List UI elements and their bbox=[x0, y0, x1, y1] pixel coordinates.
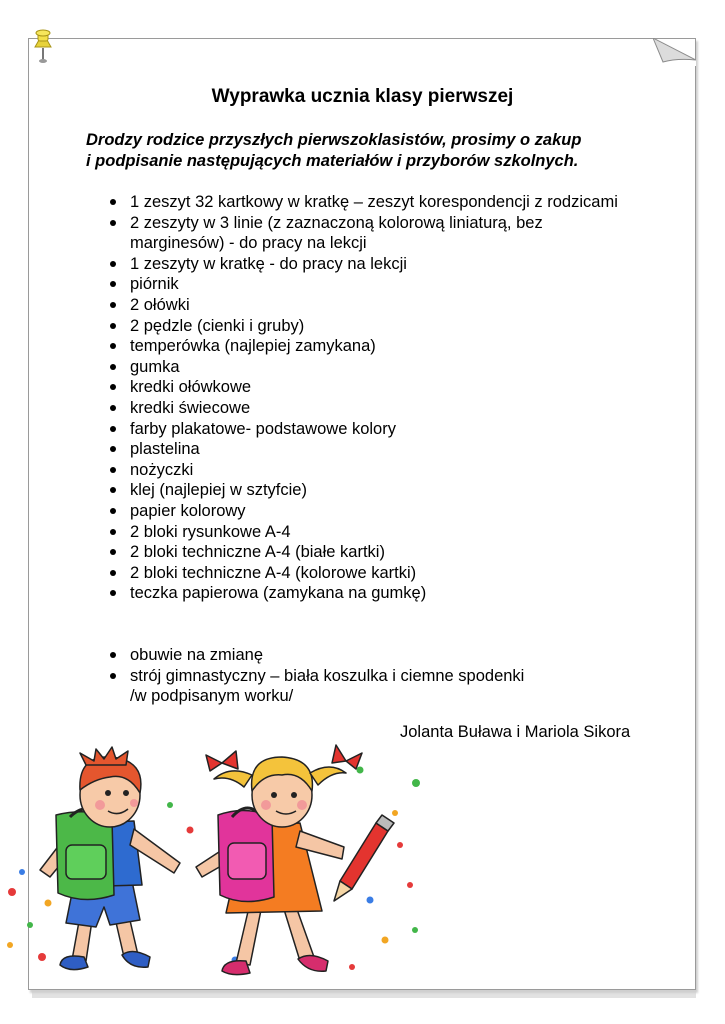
pushpin-icon bbox=[30, 28, 56, 64]
list-item: gumka bbox=[108, 357, 618, 378]
pencil-icon bbox=[334, 815, 394, 901]
list-item: strój gimnastyczny – biała koszulka i ciemne spodenki bbox=[108, 666, 524, 687]
list-item: plastelina bbox=[108, 439, 618, 460]
list-item: obuwie na zmianę bbox=[108, 645, 524, 666]
boy-figure bbox=[40, 747, 180, 970]
list-item-continuation: /w podpisanym worku/ bbox=[130, 687, 294, 706]
page-title: Wyprawka ucznia klasy pierwszej bbox=[211, 86, 514, 107]
extra-items-list bbox=[108, 645, 524, 707]
folded-corner-icon bbox=[653, 38, 696, 66]
list-item: 2 zeszyty w 3 linie (z zaznaczoną kolorową liniaturą, bez bbox=[108, 213, 618, 234]
list-item: kredki ołówkowe bbox=[108, 377, 618, 398]
girl-figure bbox=[196, 745, 394, 975]
signature: Jolanta Buława i Mariola Sikora bbox=[400, 723, 631, 741]
list-item: klej (najlepiej w sztyfcie) bbox=[108, 480, 618, 501]
list-item: 1 zeszyty w kratkę - do pracy na lekcji bbox=[108, 254, 618, 275]
list-item: papier kolorowy bbox=[108, 501, 618, 522]
list-item: kredki świecowe bbox=[108, 398, 618, 419]
list-item: farby plakatowe- podstawowe kolory bbox=[108, 419, 618, 440]
list-item: nożyczki bbox=[108, 460, 618, 481]
list-item-continuation: marginesów) - do pracy na lekcji bbox=[130, 234, 367, 253]
intro-line: i podpisanie następujących materiałów i przyborów szkolnych. bbox=[86, 152, 579, 170]
list-item: temperówka (najlepiej zamykana) bbox=[108, 336, 618, 357]
children-illustration bbox=[0, 735, 440, 990]
intro-text bbox=[86, 130, 646, 172]
list-item: 2 ołówki bbox=[108, 295, 618, 316]
supplies-list bbox=[108, 192, 618, 604]
list-item: 2 bloki techniczne A-4 (kolorowe kartki) bbox=[108, 563, 618, 584]
list-item: 2 bloki rysunkowe A-4 bbox=[108, 522, 618, 543]
list-item: 2 pędzle (cienki i gruby) bbox=[108, 316, 618, 337]
paper-shadow bbox=[32, 990, 696, 998]
intro-line: Drodzy rodzice przyszłych pierwszoklasistów, prosimy o zakup bbox=[86, 131, 582, 149]
list-item: 1 zeszyt 32 kartkowy w kratkę – zeszyt korespondencji z rodzicami bbox=[108, 192, 618, 213]
list-item: 2 bloki techniczne A-4 (białe kartki) bbox=[108, 542, 618, 563]
list-item: teczka papierowa (zamykana na gumkę) bbox=[108, 583, 618, 604]
list-item: piórnik bbox=[108, 274, 618, 295]
